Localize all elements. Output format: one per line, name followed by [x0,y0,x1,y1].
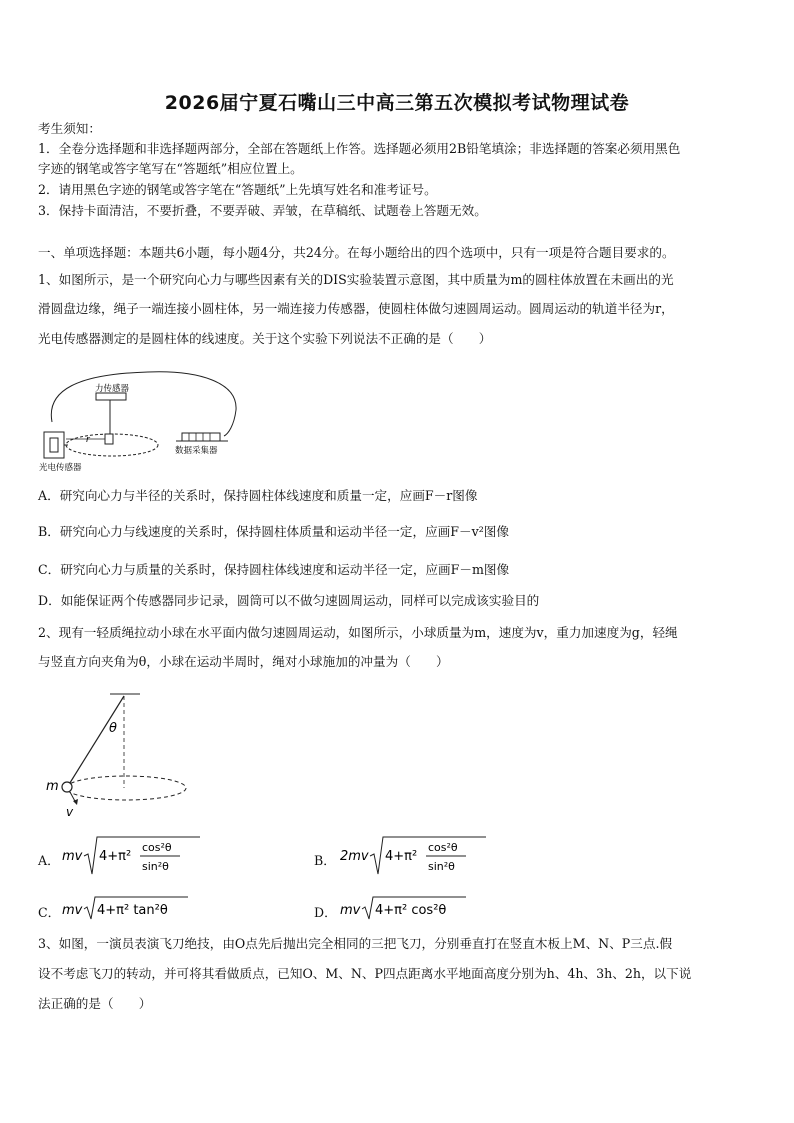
question-2-option-b: B． [314,853,336,868]
data-collector-shape [182,433,220,441]
notice-heading: 考生须知： [38,121,101,136]
svg-text:sin²θ: sin²θ [142,860,169,873]
svg-text:sin²θ: sin²θ [428,860,455,873]
conical-pendulum-figure [40,688,200,818]
question-1-option-b: B．研究向心力与线速度的关系时，保持圆柱体质量和运动半径一定，应画F－v²图像 [38,524,509,539]
question-2-option-a-formula [62,834,202,878]
notice-item-1-cont: 字迹的钢笔或答字笔写在“答题纸”相应位置上。 [38,161,303,176]
svg-text:4+π²: 4+π² [99,849,132,864]
svg-text:2mv: 2mv [340,849,369,864]
page-title: 2026届宁夏石嘴山三中高三第五次模拟考试物理试卷 [164,92,630,114]
question-1-line-1: 1、如图所示，是一个研究向心力与哪些因素有关的DIS实验装置示意图，其中质量为m的圆柱体放置在未画出的光 [38,272,674,287]
question-2-option-a: A． [38,853,60,868]
notice-item-1: 1．全卷分选择题和非选择题两部分，全部在答题纸上作答。选择题必须用2B铅笔填涂；非选择题的答案必须用黑色 [38,141,681,156]
question-2-line-1: 2、现有一轻质绳拉动小球在水平面内做匀速圆周运动，如图所示，小球质量为m，速度为v，重力加速度为g，轻绳 [38,625,678,640]
radius-label: r [86,435,90,445]
mass-label: m [46,779,59,794]
notice-item-2: 2．请用黑色字迹的钢笔或答字笔在“答题纸”上先填写姓名和准考证号。 [38,182,437,197]
svg-text:4+π² cos²θ: 4+π² cos²θ [375,903,447,918]
notice-item-3: 3．保持卡面清洁，不要折叠，不要弄破、弄皱，在草稿纸、试题卷上答题无效。 [38,203,487,218]
question-2-option-d-formula [340,894,470,922]
photo-sensor-label: 光电传感器 [39,463,82,473]
question-1-option-d: D．如能保证两个传感器同步记录，圆筒可以不做匀速圆周运动，同样可以完成该实验目的 [38,593,540,608]
svg-text:cos²θ: cos²θ [428,841,458,854]
svg-text:4+π² tan²θ: 4+π² tan²θ [97,903,168,918]
question-3-line-2: 设不考虑飞刀的转动，并可将其看做质点，已知O、M、N、P四点距离水平地面高度分别为h、4h、3h、2h，以下说 [38,966,692,981]
question-2-option-c-formula [62,894,192,922]
force-sensor-shape [96,393,126,400]
question-1-option-c: C．研究向心力与质量的关系时，保持圆柱体线速度和运动半径一定，应画F－m图像 [38,562,510,577]
question-3-line-3: 法正确的是（ ） [38,996,152,1011]
svg-text:4+π²: 4+π² [385,849,418,864]
svg-text:cos²θ: cos²θ [142,841,172,854]
question-3-line-1: 3、如图，一演员表演飞刀绝技，由O点先后抛出完全相同的三把飞刀，分别垂直打在竖直木板上M、N、P三点.假 [38,936,673,951]
question-2-line-2: 与竖直方向夹角为θ，小球在运动半周时，绳对小球施加的冲量为（ ） [38,654,449,669]
dis-apparatus-figure [38,360,248,475]
question-2-option-c: C． [38,905,61,920]
force-sensor-label: 力传感器 [95,384,130,394]
question-1-line-3: 光电传感器测定的是圆柱体的线速度。关于这个实验下列说法不正确的是（ ） [38,331,492,346]
velocity-label: v [66,805,74,818]
svg-text:mv: mv [62,849,83,864]
question-2-option-d: D． [314,905,337,920]
section-heading: 一、单项选择题：本题共6小题，每小题4分，共24分。在每小题给出的四个选项中，只有一项是符合题目要求的。 [38,245,675,260]
svg-text:mv: mv [340,903,361,918]
question-1-option-a: A．研究向心力与半径的关系时，保持圆柱体线速度和质量一定，应画F－r图像 [38,488,478,503]
svg-text:mv: mv [62,903,83,918]
ball-shape [62,782,72,792]
data-collector-label: 数据采集器 [175,446,218,456]
question-2-option-b-formula [340,834,490,878]
question-1-line-2: 滑圆盘边缘，绳子一端连接小圆柱体，另一端连接力传感器，使圆柱体做匀速圆周运动。圆周运动的轨道半径为r， [38,301,674,316]
theta-label: θ [109,721,117,736]
